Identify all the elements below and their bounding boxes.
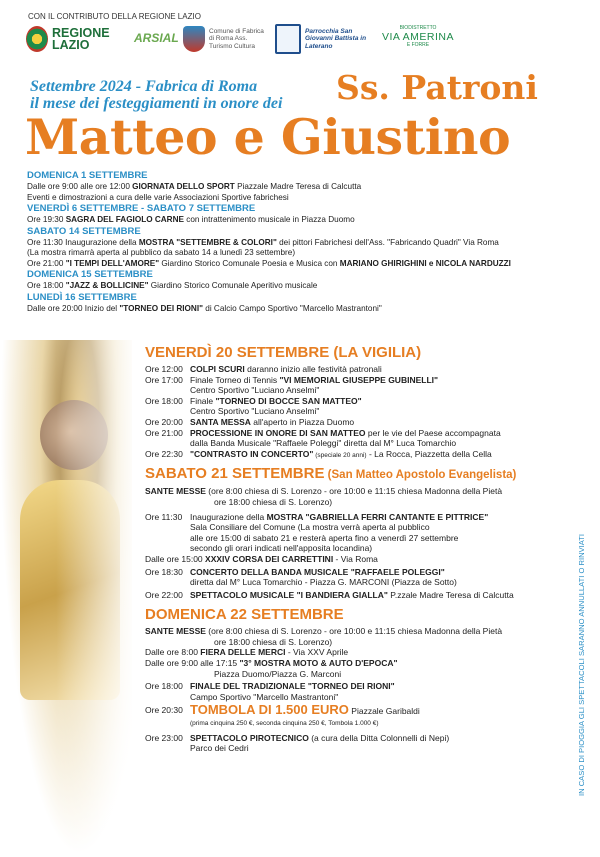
program-row: Ore 12:00 COLPI SCURI daranno inizio alle festività patronali xyxy=(145,364,382,374)
church-icon xyxy=(275,24,301,54)
day-header: DOMENICA 15 SETTEMBRE xyxy=(27,269,153,280)
program-row: Ore 22:30 "CONTRASTO IN CONCERTO" (speciale 20 anni) - La Rocca, Piazzetta della Cella xyxy=(145,448,492,459)
day-header: SABATO 21 SETTEMBRE (San Matteo Apostolo Evangelista) xyxy=(145,465,517,483)
event-line: (La mostra rimarrà aperta al pubblico da sabato 14 a lunedì 23 settembre) xyxy=(27,248,296,257)
subtitle-line2: il mese dei festeggiamenti in onore dei xyxy=(30,95,283,112)
comune-text: Comune di Fabrica di Roma Ass. Turismo Cultura xyxy=(209,28,264,50)
event-line: Ore 21:00 "I TEMPI DELL'AMORE" Giardino Storico Comunale Poesia e Musica con MARIANO GHIRIGHINI e NICOLA NARDUZZI xyxy=(27,258,511,268)
via-amerina-text: VIA AMERINA xyxy=(382,30,455,43)
event-line: Dalle ore 20:00 Inizio del "TORNEO DEI RIONI" di Calcio Campo Sportivo "Marcello Mastrantoni" xyxy=(27,303,382,313)
program-row: Ore 18:00 Finale "TORNEO DI BOCCE SAN MATTEO" Centro Sportivo "Luciano Anselmi" xyxy=(145,395,362,417)
day-header: LUNEDÌ 16 SETTEMBRE xyxy=(27,291,137,303)
program-row: Ore 11:30 Inaugurazione della MOSTRA "GABRIELLA FERRI CANTANTE E PITTRICE" Sala Consiliare del Comune (La mostra verrà aperta al pubblico alle ore 15:00 di sabato 21 e resterà aperta fino a venerdì 27 settembre secondo gli orari indicati nell'apposita locandina) xyxy=(145,511,489,554)
arsial-text: ARSIAL xyxy=(134,31,179,46)
program-row: SANTE MESSE (ore 8:00 chiesa di S. Lorenzo - ore 10:00 e 11:15 chiesa Madonna della Pietà ore 18:00 chiesa di S. Lorenzo) xyxy=(145,626,503,647)
rain-notice: IN CASO DI PIOGGIA GLI SPETTACOLI SARANNO ANNULLATI O RINVIATI xyxy=(577,533,586,797)
regione-lazio-logo xyxy=(26,26,108,52)
arsial-logo xyxy=(134,26,179,52)
program-row: Ore 21:00 PROCESSIONE IN ONORE DI SAN MATTEO per le vie del Paese accompagnata dalla Banda Musicale "Raffaele Poleggi" diretta dal M° Luca Tomarchio xyxy=(145,427,501,449)
program-row: Ore 22:00 SPETTACOLO MUSICALE "I BANDIERA GIALLA" P.zzale Madre Teresa di Calcutta xyxy=(145,589,514,600)
program-row: Ore 20:00 SANTA MESSA all'aperto in Piazza Duomo xyxy=(145,416,355,427)
subtitle xyxy=(30,78,282,112)
via-sub-text: E FORRE xyxy=(406,42,430,49)
program-row: Ore 20:30 TOMBOLA DI 1.500 EURO Piazzale Garibaldi (prima cinquina 250 €, seconda cinquina 250 €, Tombola 1.000 €) xyxy=(145,702,420,728)
day-header: DOMENICA 1 SETTEMBRE xyxy=(27,170,148,181)
ss-patroni: Ss. Patroni xyxy=(336,68,538,107)
event-line: Ore 19:30 SAGRA DEL FAGIOLO CARNE con intrattenimento musicale in Piazza Duomo xyxy=(27,215,355,224)
page-title: Matteo e Giustino xyxy=(25,108,511,166)
day-header: VENERDÌ 6 SETTEMBRE - SABATO 7 SETTEMBRE xyxy=(27,203,256,214)
via-amerina-logo xyxy=(382,26,454,52)
contrib-text: CON IL CONTRIBUTO DELLA REGIONE LAZIO xyxy=(28,12,201,21)
subtitle-line1: Settembre 2024 - Fabrica di Roma xyxy=(30,78,258,95)
event-line: Ore 11:30 Inaugurazione della MOSTRA "SETTEMBRE & COLORI" dei pittori Fabrichesi dell'Ass. "Fabricando Quadri" Via Roma xyxy=(27,237,499,247)
main-program xyxy=(145,342,575,754)
parrocchia-text: Parrocchia San Giovanni Battista in Laterano xyxy=(305,28,367,50)
image-fade xyxy=(0,340,140,857)
regione-text: REGIONE LAZIO xyxy=(52,26,110,52)
regione-emblem-icon xyxy=(26,26,48,52)
event-line: Dalle ore 9:00 alle ore 12:00 GIORNATA DELLO SPORT Piazzale Madre Teresa di Calcutta xyxy=(27,182,362,191)
program-row: Ore 18:00 FINALE DEL TRADIZIONALE "TORNEO DEI RIONI" Campo Sportivo "Marcello Mastrantoni" xyxy=(145,681,395,702)
program-row: Ore 18:30 CONCERTO DELLA BANDA MUSICALE "RAFFAELE POLEGGI" diretta dal M° Luca Tomarchio - Piazza G. MARCONI (Piazza de Sotto) xyxy=(145,566,457,588)
program-row: Dalle ore 9:00 alle 17:15 "3° MOSTRA MOTO & AUTO D'EPOCA" Piazza Duomo/Piazza G. Marconi xyxy=(145,658,398,679)
day-header: DOMENICA 22 SETTEMBRE xyxy=(145,606,344,624)
program-row: SANTE MESSE (ore 8:00 chiesa di S. Lorenzo - ore 10:00 e 11:15 chiesa Madonna della Pietà ore 18:00 chiesa di S. Lorenzo) xyxy=(145,486,503,507)
program-row: Ore 17:00 Finale Torneo di Tennis "VI MEMORIAL GIUSEPPE GUBINELLI" Centro Sportivo "Luciano Anselmi" xyxy=(145,374,439,396)
comune-crest-icon xyxy=(183,26,205,52)
program-row: Dalle ore 15:00 XXXIV CORSA DEI CARRETTINI - Via Roma xyxy=(145,553,378,564)
day-header: VENERDÌ 20 SETTEMBRE (LA VIGILIA) xyxy=(145,344,422,361)
program-row: Ore 23:00 SPETTACOLO PIROTECNICO (a cura della Ditta Colonnelli di Nepi) Parco dei Cedri xyxy=(145,732,450,754)
comune-logo xyxy=(183,26,265,52)
event-line: Eventi e dimostrazioni a cura delle varie Associazioni Sportive fabrichesi xyxy=(27,192,289,202)
parrocchia-logo xyxy=(275,26,375,52)
early-events xyxy=(27,170,587,314)
day-header: SABATO 14 SETTEMBRE xyxy=(27,225,141,237)
program-row: Dalle ore 8:00 FIERA DELLE MERCI - Via XXV Aprile xyxy=(145,647,349,658)
biodistretto-text: BIODISTRETTO xyxy=(399,25,437,31)
event-line: Ore 18:00 "JAZZ & BOLLICINE" Giardino Storico Comunale Aperitivo musicale xyxy=(27,281,318,290)
